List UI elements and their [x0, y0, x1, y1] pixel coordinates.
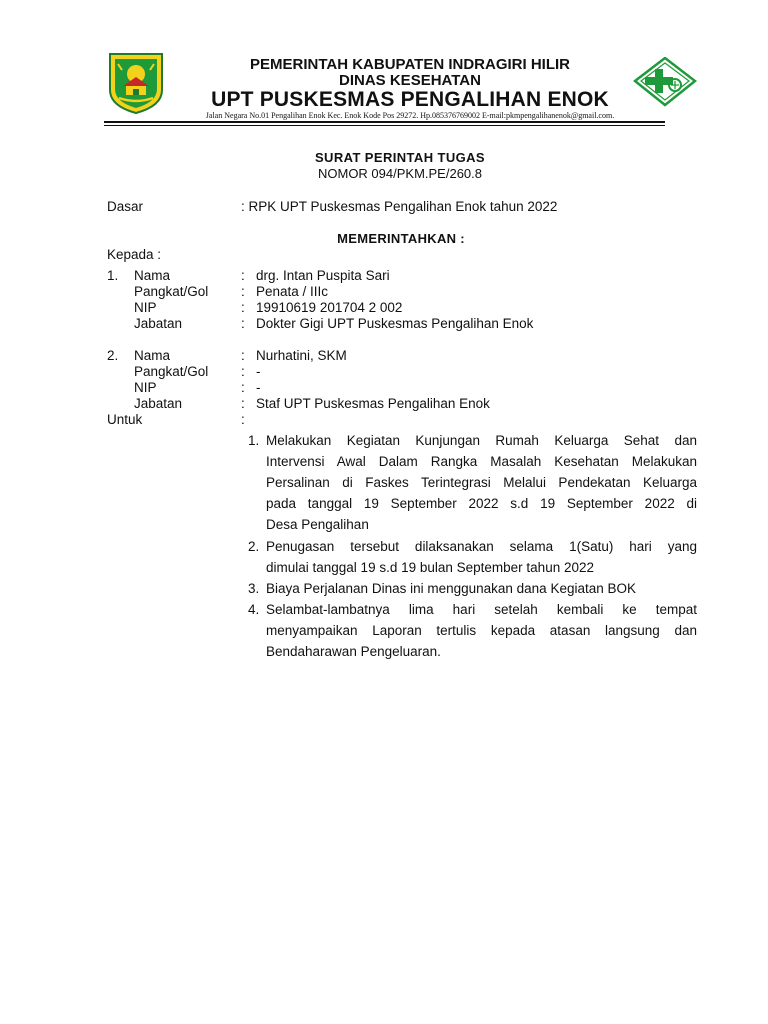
- task-line: Biaya Perjalanan Dinas ini menggunakan dana Kegiatan BOK: [266, 581, 636, 596]
- task-number: 2.: [248, 539, 260, 554]
- task-line: Selambat-lambatnya lima hari setelah kembali ke tempat: [266, 602, 697, 617]
- field-colon: :: [241, 412, 245, 427]
- field-colon: :: [241, 364, 245, 379]
- field-label-nama: Nama: [134, 268, 171, 283]
- header-address: Jalan Negara No.01 Pengalihan Enok Kec. Enok Kode Pos 29272. Hp.085376769002 E-mail:pkmpengalihanenok@gmail.com.: [205, 111, 615, 120]
- dasar-value: : RPK UPT Puskesmas Pengalihan Enok tahun 2022: [241, 199, 558, 214]
- field-label-jabatan: Jabatan: [134, 396, 183, 411]
- field-value-nama: Nurhatini, SKM: [256, 348, 347, 363]
- field-value-nip: 19910619 201704 2 002: [256, 300, 403, 315]
- task-number: 4.: [248, 602, 260, 617]
- field-value-pangkat: -: [256, 364, 261, 379]
- task-line: pada tanggal 19 September 2022 s.d 19 September 2022 di: [266, 496, 697, 511]
- field-colon: :: [241, 348, 245, 363]
- command-heading: MEMERINTAHKAN :: [337, 231, 465, 246]
- task-line: Intervensi Awal Dalam Rangka Masalah Kesehatan Melakukan: [266, 454, 697, 469]
- untuk-label: Untuk: [107, 412, 143, 427]
- field-label-pangkat: Pangkat/Gol: [134, 284, 209, 299]
- field-label-pangkat: Pangkat/Gol: [134, 364, 209, 379]
- field-label-nip: NIP: [134, 380, 157, 395]
- field-colon: :: [241, 300, 245, 315]
- task-number: 3.: [248, 581, 260, 596]
- task-line: dimulai tanggal 19 s.d 19 bulan September tahun 2022: [266, 560, 594, 575]
- puskesmas-cross-icon: [633, 57, 697, 107]
- field-value-pangkat: Penata / IIIc: [256, 284, 329, 299]
- field-colon: :: [241, 316, 245, 331]
- field-colon: :: [241, 284, 245, 299]
- field-colon: :: [241, 396, 245, 411]
- field-label-nama: Nama: [134, 348, 171, 363]
- person-number: 2.: [107, 348, 119, 363]
- field-label-jabatan: Jabatan: [134, 316, 183, 331]
- header-divider-thin: [104, 125, 665, 126]
- field-value-jabatan: Staf UPT Puskesmas Pengalihan Enok: [256, 396, 490, 411]
- header-institution-name: UPT PUSKESMAS PENGALIHAN ENOK: [211, 88, 609, 111]
- task-line: Persalinan di Faskes Terintegrasi Melalui Pendekatan Keluarga: [266, 475, 697, 490]
- header-department-name: DINAS KESEHATAN: [339, 72, 481, 89]
- task-line: Desa Pengalihan: [266, 517, 369, 532]
- dasar-label: Dasar: [107, 199, 144, 214]
- field-value-jabatan: Dokter Gigi UPT Puskesmas Pengalihan Enok: [256, 316, 534, 331]
- task-line: Bendaharawan Pengeluaran.: [266, 644, 441, 659]
- person-number: 1.: [107, 268, 119, 283]
- field-value-nama: drg. Intan Puspita Sari: [256, 268, 390, 283]
- document-number: NOMOR 094/PKM.PE/260.8: [317, 166, 482, 181]
- task-number: 1.: [248, 433, 260, 448]
- task-line: Penugasan tersebut dilaksanakan selama 1(Satu) hari yang: [266, 539, 697, 554]
- header-government-name: PEMERINTAH KABUPATEN INDRAGIRI HILIR: [250, 56, 570, 73]
- task-line: menyampaikan Laporan tertulis kepada atasan langsung dan: [266, 623, 697, 638]
- field-label-nip: NIP: [134, 300, 157, 315]
- field-colon: :: [241, 380, 245, 395]
- header-divider-thick: [104, 121, 665, 123]
- document-title: SURAT PERINTAH TUGAS: [314, 150, 486, 165]
- kepada-label: Kepada :: [107, 247, 162, 262]
- field-colon: :: [241, 268, 245, 283]
- field-value-nip: -: [256, 380, 261, 395]
- task-line: Melakukan Kegiatan Kunjungan Rumah Keluarga Sehat dan: [266, 433, 697, 448]
- regency-emblem-icon: [106, 52, 166, 114]
